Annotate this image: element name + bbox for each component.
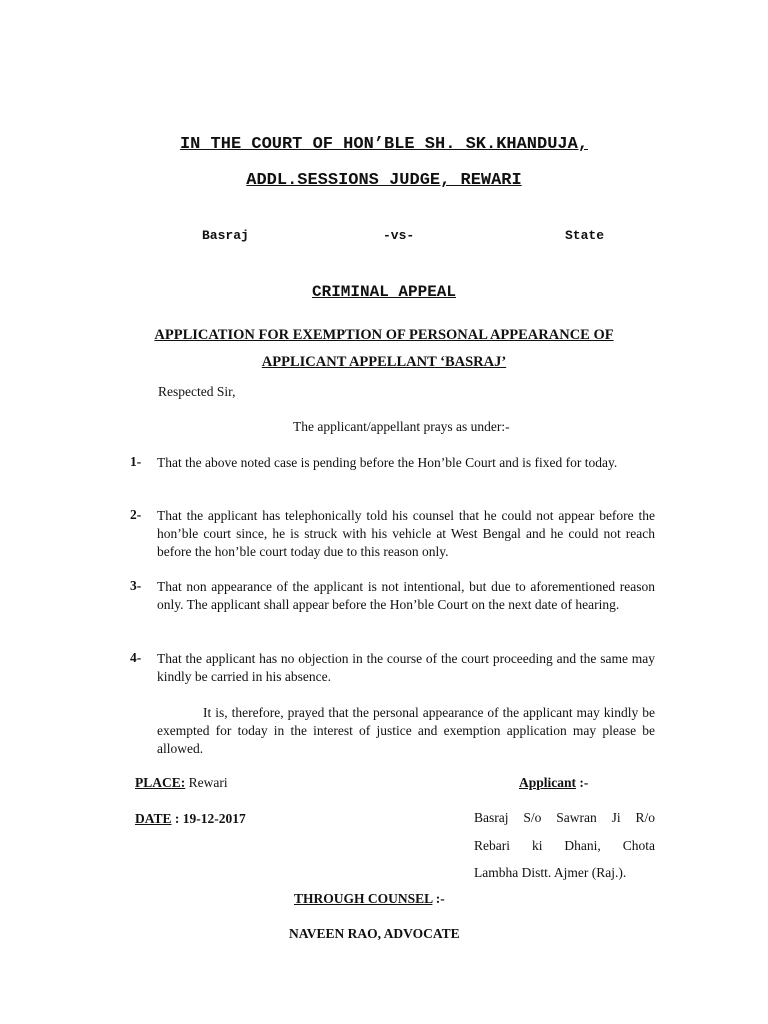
counsel-name: NAVEEN RAO, ADVOCATE (289, 926, 460, 941)
paragraph-text: That the applicant has telephonically told his counsel that he could not appear before the hon’ble court since, he is struck with his vehicle at West Bengal and he could not reach before the hon’ble court today due to this reason only. (157, 508, 655, 559)
application-title-line2: APPLICANT APPELLANT ‘BASRAJ’ (261, 354, 507, 370)
case-type-heading: CRIMINAL APPEAL (311, 283, 457, 301)
counsel-suffix: :- (432, 891, 445, 906)
counsel-heading (294, 891, 445, 907)
application-title-line1: APPLICATION FOR EXEMPTION OF PERSONAL APPEARANCE OF (154, 327, 614, 343)
date-label: DATE (135, 811, 172, 826)
versus-label: -vs- (383, 228, 415, 243)
place-value: Rewari (188, 775, 228, 790)
address-line: Basraj S/o Sawran Ji R/o (474, 810, 655, 825)
place-line (135, 775, 228, 791)
respondent-name: State (565, 228, 605, 243)
place-label: PLACE: (135, 775, 186, 790)
date-value: : 19-12-2017 (171, 811, 246, 826)
court-heading-line2: ADDL.SESSIONS JUDGE, REWARI (246, 171, 522, 190)
paragraph-number: 1- (130, 454, 142, 469)
applicant-suffix: :- (576, 775, 589, 790)
paragraph-text: That the applicant has no objection in the course of the court proceeding and the same may kindly be carried in his absence. (157, 651, 655, 684)
appellant-name: Basraj (202, 228, 249, 243)
applicant-label: Applicant (519, 775, 577, 790)
counsel-label: THROUGH COUNSEL (294, 891, 433, 906)
paragraph-number: 2- (130, 507, 142, 522)
intro-line: The applicant/appellant prays as under:- (293, 419, 510, 434)
address-line: Lambha Distt. Ajmer (Raj.). (474, 865, 627, 880)
court-heading-line1: IN THE COURT OF HON’BLE SH. SK.KHANDUJA, (179, 135, 589, 154)
address-line: Rebari ki Dhani, Chota (474, 837, 655, 853)
applicant-address (474, 804, 655, 887)
applicant-heading (519, 775, 588, 791)
prayer-paragraph: It is, therefore, prayed that the personal appearance of the applicant may kindly be exempted for today in the interest of justice and exemption application may please be allowed. (157, 705, 655, 756)
paragraph-text: That non appearance of the applicant is not intentional, but due to aforementioned reason only. The applicant shall appear before the Hon’ble Court on the next date of hearing. (157, 579, 655, 612)
salutation: Respected Sir, (158, 384, 236, 399)
paragraph-text: That the above noted case is pending before the Hon’ble Court and is fixed for today. (157, 455, 618, 470)
paragraph-number: 4- (130, 650, 142, 665)
paragraph-number: 3- (130, 578, 142, 593)
date-line (135, 811, 246, 827)
